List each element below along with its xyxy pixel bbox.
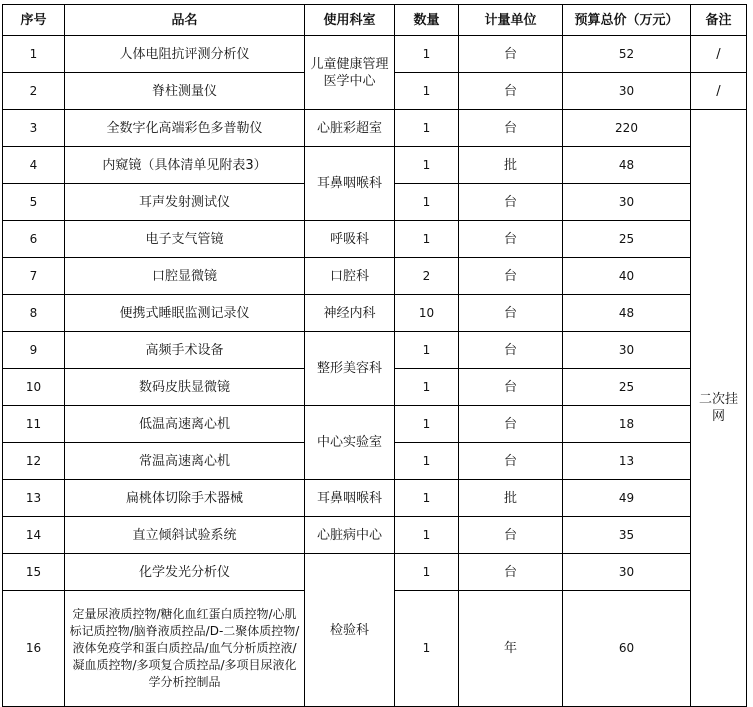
- row-unit: 台: [459, 332, 563, 369]
- row-unit: 台: [459, 73, 563, 110]
- row-department: 心脏彩超室: [305, 110, 395, 147]
- header-index: 序号: [3, 5, 65, 36]
- row-budget: 52: [563, 36, 691, 73]
- row-unit: 台: [459, 36, 563, 73]
- row-unit: 批: [459, 147, 563, 184]
- table-row: [3, 554, 747, 591]
- row-unit: 批: [459, 480, 563, 517]
- row-name: 数码皮肤显微镜: [65, 369, 305, 406]
- row-quantity: 1: [395, 184, 459, 221]
- row-quantity: 1: [395, 332, 459, 369]
- header-remark: 备注: [691, 5, 747, 36]
- row-unit: 台: [459, 258, 563, 295]
- row-index: 10: [3, 369, 65, 406]
- row-unit: 台: [459, 406, 563, 443]
- row-department: 耳鼻咽喉科: [305, 147, 395, 221]
- row-index: 4: [3, 147, 65, 184]
- row-quantity: 2: [395, 258, 459, 295]
- row-name: 全数字化高端彩色多普勒仪: [65, 110, 305, 147]
- row-name: 低温高速离心机: [65, 406, 305, 443]
- row-budget: 25: [563, 369, 691, 406]
- row-unit: 台: [459, 110, 563, 147]
- row-index: 16: [3, 591, 65, 707]
- table-row: [3, 221, 747, 258]
- table-row: [3, 295, 747, 332]
- row-unit: 台: [459, 443, 563, 480]
- table-row: [3, 147, 747, 184]
- row-name: 电子支气管镜: [65, 221, 305, 258]
- row-name: 口腔显微镜: [65, 258, 305, 295]
- table-row: [3, 480, 747, 517]
- row-budget: 30: [563, 554, 691, 591]
- header-name: 品名: [65, 5, 305, 36]
- row-budget: 220: [563, 110, 691, 147]
- row-quantity: 1: [395, 147, 459, 184]
- row-budget: 48: [563, 295, 691, 332]
- row-index: 11: [3, 406, 65, 443]
- merged-remark: 二次挂网: [691, 110, 747, 707]
- table-row: [3, 332, 747, 369]
- row-name: 高频手术设备: [65, 332, 305, 369]
- row-budget: 30: [563, 332, 691, 369]
- row-department: 心脏病中心: [305, 517, 395, 554]
- row-index: 1: [3, 36, 65, 73]
- row-unit: 台: [459, 517, 563, 554]
- row-remark: /: [691, 36, 747, 73]
- header-unit: 计量单位: [459, 5, 563, 36]
- row-quantity: 1: [395, 36, 459, 73]
- row-name: 脊柱测量仪: [65, 73, 305, 110]
- row-index: 5: [3, 184, 65, 221]
- row-department: 检验科: [305, 554, 395, 707]
- row-index: 13: [3, 480, 65, 517]
- row-quantity: 1: [395, 110, 459, 147]
- procurement-table: [2, 4, 747, 707]
- table-row: [3, 258, 747, 295]
- row-name: 直立倾斜试验系统: [65, 517, 305, 554]
- row-quantity: 1: [395, 221, 459, 258]
- row-department: 中心实验室: [305, 406, 395, 480]
- row-unit: 台: [459, 184, 563, 221]
- row-index: 12: [3, 443, 65, 480]
- row-index: 3: [3, 110, 65, 147]
- row-index: 14: [3, 517, 65, 554]
- row-quantity: 1: [395, 369, 459, 406]
- row-budget: 49: [563, 480, 691, 517]
- row-quantity: 1: [395, 591, 459, 707]
- table-row: [3, 517, 747, 554]
- row-department: 耳鼻咽喉科: [305, 480, 395, 517]
- row-department: 整形美容科: [305, 332, 395, 406]
- row-quantity: 1: [395, 480, 459, 517]
- row-name: 扁桃体切除手术器械: [65, 480, 305, 517]
- row-budget: 13: [563, 443, 691, 480]
- row-remark: /: [691, 73, 747, 110]
- row-quantity: 1: [395, 443, 459, 480]
- header-budget: 预算总价（万元）: [563, 5, 691, 36]
- row-quantity: 1: [395, 517, 459, 554]
- row-unit: 台: [459, 369, 563, 406]
- row-department: 口腔科: [305, 258, 395, 295]
- row-budget: 30: [563, 73, 691, 110]
- header-row: [3, 5, 747, 36]
- row-quantity: 1: [395, 406, 459, 443]
- row-index: 8: [3, 295, 65, 332]
- row-quantity: 10: [395, 295, 459, 332]
- row-unit: 台: [459, 221, 563, 258]
- row-quantity: 1: [395, 554, 459, 591]
- row-index: 15: [3, 554, 65, 591]
- row-index: 6: [3, 221, 65, 258]
- row-budget: 48: [563, 147, 691, 184]
- row-name: 定量尿液质控物/糖化血红蛋白质控物/心肌标记质控物/脑脊液质控品/D-二聚体质控物/液体免疫学和蛋白质控品/血气分析质控液/凝血质控物/多项复合质控品/多项目尿液化学分析控制品: [65, 591, 305, 707]
- table-row: [3, 406, 747, 443]
- row-name: 耳声发射测试仪: [65, 184, 305, 221]
- row-index: 7: [3, 258, 65, 295]
- row-index: 9: [3, 332, 65, 369]
- row-budget: 40: [563, 258, 691, 295]
- row-budget: 35: [563, 517, 691, 554]
- row-name: 便携式睡眠监测记录仪: [65, 295, 305, 332]
- row-name: 常温高速离心机: [65, 443, 305, 480]
- row-unit: 台: [459, 295, 563, 332]
- table-row: [3, 110, 747, 147]
- table-row: [3, 36, 747, 73]
- row-department: 呼吸科: [305, 221, 395, 258]
- row-index: 2: [3, 73, 65, 110]
- row-budget: 30: [563, 184, 691, 221]
- row-name: 化学发光分析仪: [65, 554, 305, 591]
- row-name: 内窥镜（具体清单见附表3）: [65, 147, 305, 184]
- row-unit: 台: [459, 554, 563, 591]
- row-department: 儿童健康管理医学中心: [305, 36, 395, 110]
- row-budget: 18: [563, 406, 691, 443]
- row-unit: 年: [459, 591, 563, 707]
- row-quantity: 1: [395, 73, 459, 110]
- row-budget: 60: [563, 591, 691, 707]
- row-budget: 25: [563, 221, 691, 258]
- header-department: 使用科室: [305, 5, 395, 36]
- row-name: 人体电阻抗评测分析仪: [65, 36, 305, 73]
- row-department: 神经内科: [305, 295, 395, 332]
- header-quantity: 数量: [395, 5, 459, 36]
